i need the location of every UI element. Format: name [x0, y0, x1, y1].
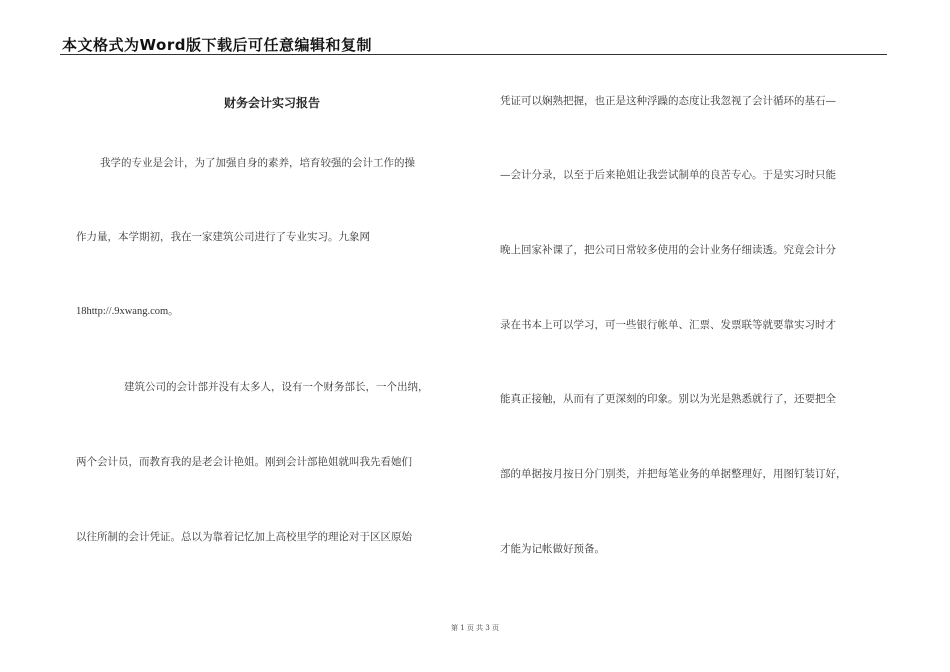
paragraph-line: 晚上回家补课了，把公司日常较多使用的会计业务仔细读透。究竟会计分 [500, 244, 836, 256]
paragraph-line: 凭证可以娴熟把握，也正是这种浮躁的态度让我忽视了会计循环的基石— [500, 95, 836, 107]
paragraph-line: 录在书本上可以学习，可一些银行帐单、汇票、发票联等就要靠实习时才 [500, 319, 836, 331]
document-banner: 本文格式为Word版下载后可任意编辑和复制 [62, 36, 372, 54]
paragraph-line: —会计分录，以至于后来艳姐让我尝试制单的良苦专心。于是实习时只能 [500, 169, 836, 181]
paragraph-line: 我学的专业是会计，为了加强自身的素养，培育较强的会计工作的操 [100, 157, 415, 169]
page-number: 第 1 页 共 3 页 [450, 624, 500, 632]
paragraph-line: 以往所制的会计凭证。总以为靠着记忆加上高校里学的理论对于区区原始 [76, 531, 412, 543]
paragraph-line: 两个会计员，而教育我的是老会计艳姐。刚到会计部艳姐就叫我先看她们 [76, 456, 412, 468]
paragraph-line: 18http://.9xwang.com。 [76, 306, 179, 317]
paragraph-line: 部的单据按月按日分门别类，并把每笔业务的单据整理好，用图钉装订好， [500, 468, 847, 480]
paragraph-line: 才能为记帐做好预备。 [500, 543, 605, 555]
banner-divider [60, 54, 887, 55]
document-title: 财务会计实习报告 [223, 96, 320, 110]
paragraph-line: 作力量，本学期初，我在一家建筑公司进行了专业实习。九象网 [76, 231, 370, 243]
paragraph-line: 建筑公司的会计部并没有太多人，设有一个财务部长，一个出纳， [124, 381, 429, 393]
paragraph-line: 能真正接触，从而有了更深刻的印象。别以为光是熟悉就行了，还要把全 [500, 393, 836, 405]
